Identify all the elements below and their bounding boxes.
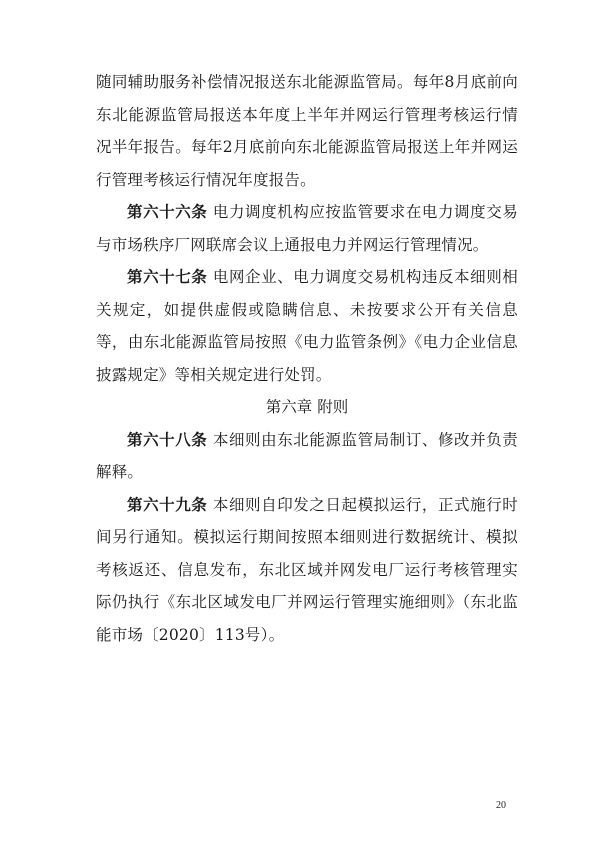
article-67-title: 第六十七条 [127,267,208,286]
article-69-title: 第六十九条 [127,494,208,514]
article-66-text: 电力调度机构应按监管要求在电力调度交易与市场秩序厂网联席会议上通报电力并网运行管理情况。 [96,203,518,254]
article-68-title: 第六十八条 [127,429,208,449]
article-67-text: 电网企业、电力调度交易机构违反本细则相关规定，如提供虚假或隐瞒信息、未按要求公开有关信息等，由东北能源监管局按照《电力监管条例》《电力企业信息披露规定》等相关规定进行处罚。 [96,268,518,384]
article-69-text: 本细则自印发之日起模拟运行，正式施行时间另行通知。模拟运行期间按照本细则进行数据统计、模拟考核返还、信息发布，东北区域并网发电厂运行考核管理实际仍执行《东北区域发电厂并网运行管理实施细则》（东北监能市场〔2020〕113号）。 [96,495,518,644]
article-68-text: 本细则由东北能源监管局制订、修改并负责解释。 [96,430,518,481]
article-66-paragraph [96,196,518,261]
chapter-heading: 第六章 附则 [265,398,349,416]
paragraph-text: 随同辅助服务补偿情况报送东北能源监管局。每年8月底前向东北能源监管局报送本年度上半年并网运行管理考核运行情况半年报告。每年2月底前向东北能源监管局报送上年并网运行管理考核运行情况年度报告。 [96,73,518,189]
article-69-paragraph [96,489,518,652]
page-number: 20 [496,800,506,811]
article-67-paragraph [96,261,518,391]
document-body [96,66,518,651]
article-66-title: 第六十六条 [127,202,208,221]
paragraph-continuation [96,66,518,196]
article-68-paragraph [96,424,518,489]
